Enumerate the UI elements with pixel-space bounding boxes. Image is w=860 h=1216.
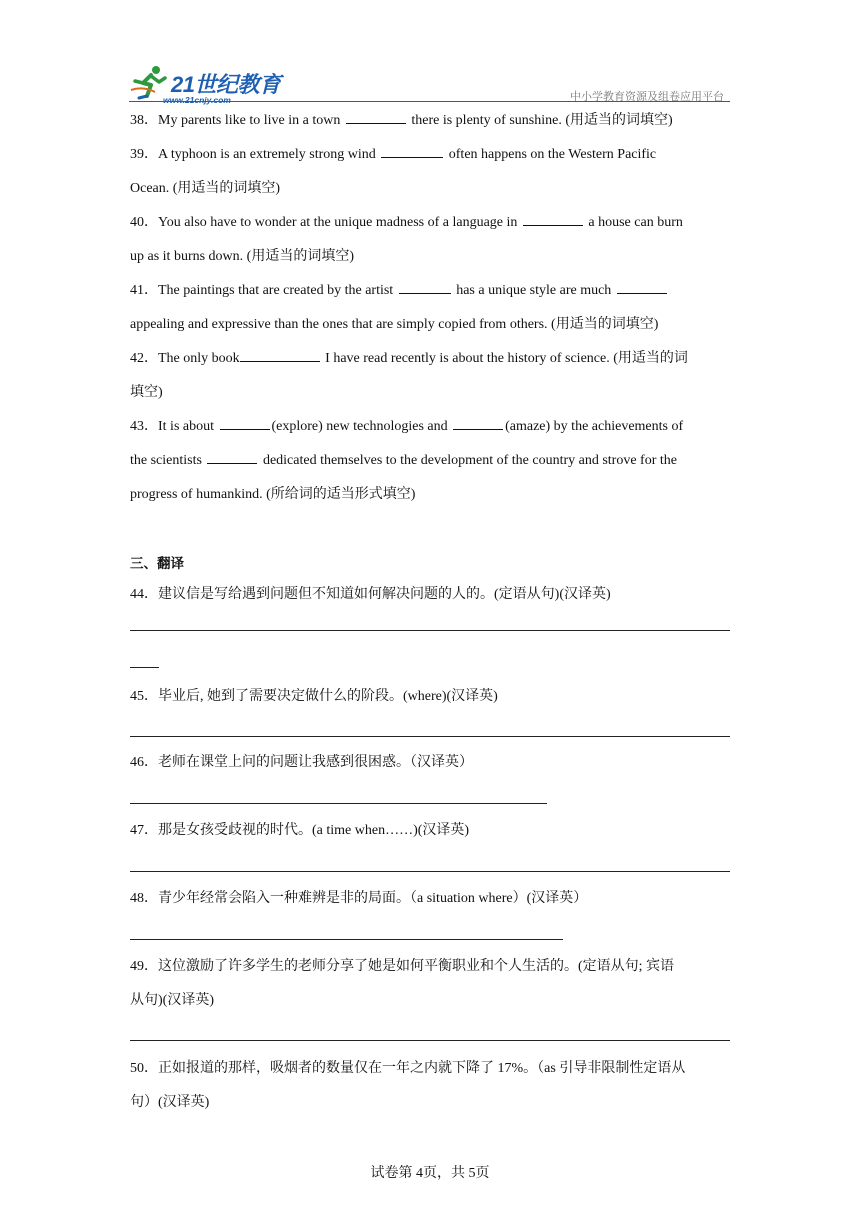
answer-line[interactable] xyxy=(130,1040,730,1041)
question-42-cont: 填空) xyxy=(130,385,163,400)
answer-blank[interactable] xyxy=(220,415,270,430)
question-40-cont: up as it burns down. (用适当的词填空) xyxy=(130,249,354,264)
question-42: 42．The only book I have read recently is about the history of science. (用适当的词 xyxy=(130,342,730,376)
answer-line[interactable] xyxy=(130,939,563,940)
question-41-cont: appealing and expressive than the ones that are simply copied from others. (用适当的词填空) xyxy=(130,317,659,332)
header-divider xyxy=(129,101,730,102)
answer-blank[interactable] xyxy=(617,279,667,294)
question-44: 44．建议信是写给遇到问题但不知道如何解决问题的人的。(定语从句)(汉译英) xyxy=(130,587,611,602)
question-38: 38．My parents like to live in a town there is plenty of sunshine. (用适当的词填空) xyxy=(130,104,730,138)
question-47: 47．那是女孩受歧视的时代。(a time when……)(汉译英) xyxy=(130,823,470,838)
question-43: 43．It is about (explore) new technologies and (amaze) by the achievements of xyxy=(130,410,730,444)
answer-line[interactable] xyxy=(130,736,730,737)
answer-blank[interactable] xyxy=(453,415,503,430)
answer-blank[interactable] xyxy=(523,211,583,226)
page-header xyxy=(129,60,730,104)
question-48: 48．青少年经常会陷入一种难辨是非的局面。（a situation where）(汉译英） xyxy=(130,891,588,906)
section-title: 三、翻译 xyxy=(130,556,184,572)
question-41: 41．The paintings that are created by the artist has a unique style are much xyxy=(130,274,730,308)
logo-url: www.21cnjy.com xyxy=(163,95,231,105)
answer-blank[interactable] xyxy=(381,143,443,158)
answer-line[interactable] xyxy=(130,667,159,668)
answer-blank[interactable] xyxy=(346,109,406,124)
question-49: 49．这位激励了许多学生的老师分享了她是如何平衡职业和个人生活的。(定语从句; 宾语 xyxy=(130,959,675,974)
answer-blank[interactable] xyxy=(207,449,257,464)
question-40: 40．You also have to wonder at the unique madness of a language in a house can burn xyxy=(130,206,730,240)
answer-line[interactable] xyxy=(130,803,547,804)
logo-text: 21世纪教育 xyxy=(171,72,281,97)
question-50: 50．正如报道的那样，吸烟者的数量仅在一年之内就下降了 17%。（as 引导非限制性定语从 xyxy=(130,1061,686,1076)
platform-name: 中小学教育资源及组卷应用平台 xyxy=(570,90,724,103)
question-39-cont: Ocean. (用适当的词填空) xyxy=(130,181,281,196)
question-43-cont: the scientists dedicated themselves to the development of the country and strove for the xyxy=(130,444,730,478)
answer-blank[interactable] xyxy=(399,279,451,294)
question-43-cont2: progress of humankind. (所给词的适当形式填空) xyxy=(130,487,416,502)
logo xyxy=(129,64,289,105)
question-50-cont: 句）(汉译英) xyxy=(130,1095,210,1110)
question-49-cont: 从句)(汉译英) xyxy=(130,993,214,1008)
question-46: 46．老师在课堂上问的问题让我感到很困惑。（汉译英） xyxy=(130,755,473,770)
page-footer: 试卷第 4页，共 5页 xyxy=(370,1166,490,1181)
answer-line[interactable] xyxy=(130,630,730,631)
question-45: 45．毕业后, 她到了需要决定做什么的阶段。(where)(汉译英) xyxy=(130,689,498,704)
answer-line[interactable] xyxy=(130,871,730,872)
question-39: 39．A typhoon is an extremely strong wind often happens on the Western Pacific xyxy=(130,138,730,172)
answer-blank[interactable] xyxy=(240,347,320,362)
